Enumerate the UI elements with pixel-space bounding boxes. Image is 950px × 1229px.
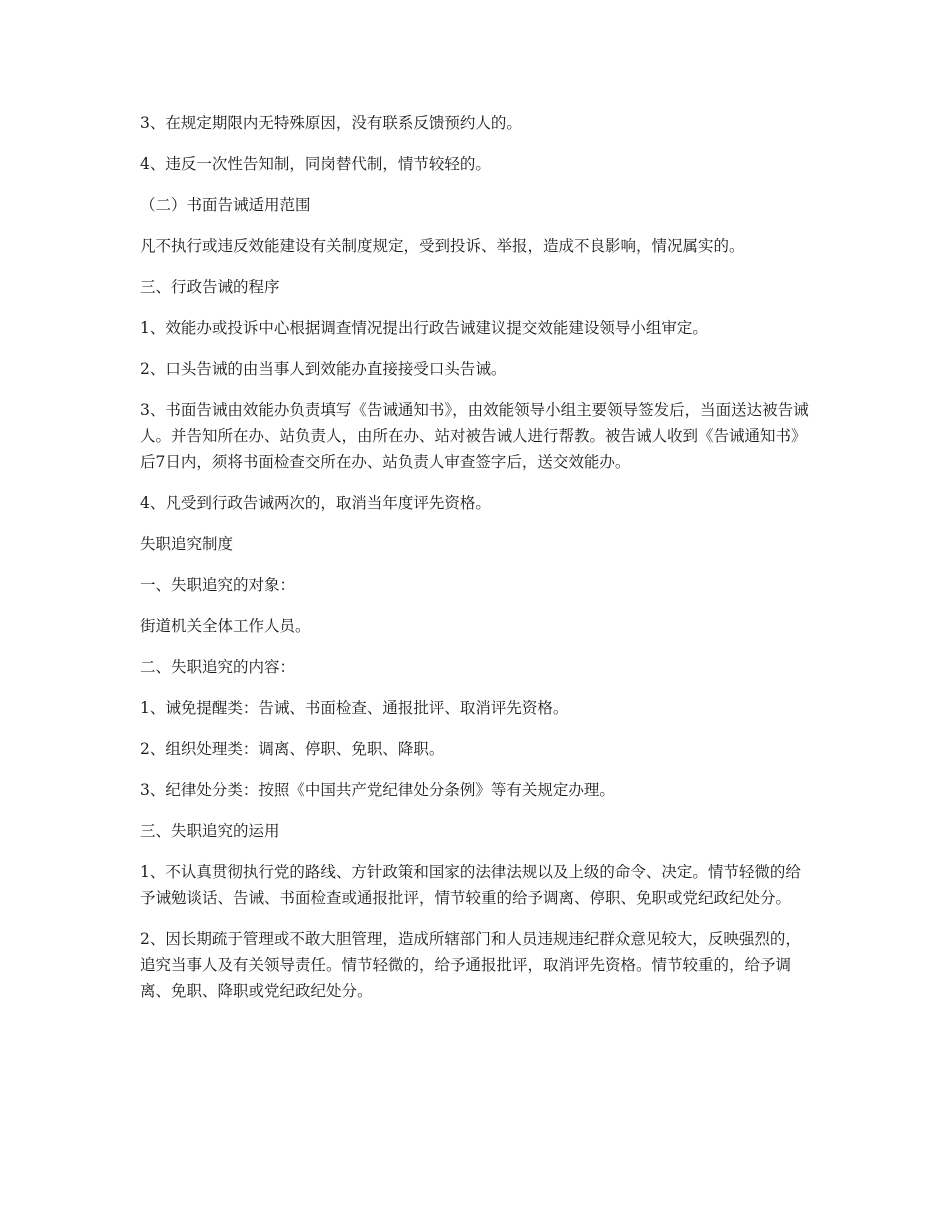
section-heading: 三、行政告诫的程序 [140,278,280,296]
section-heading: 二、失职追究的内容： [140,658,296,676]
paragraph: 4、违反一次性告知制，同岗替代制，情节较轻的。 [140,155,491,173]
paragraph: 4、凡受到行政告诫两次的，取消当年度评先资格。 [140,494,491,512]
section-heading: （二）书面告诫适用范围 [140,196,311,214]
paragraph: 3、在规定期限内无特殊原因，没有联系反馈预约人的。 [140,114,522,132]
paragraph: 2、组织处理类：调离、停职、免职、降职。 [140,740,445,758]
paragraph: 2、因长期疏于管理或不敢大胆管理，造成所辖部门和人员违规违纪群众意见较大，反映强烈的，追究当事人及有关领导责任。情节轻微的，给予通报批评，取消评先资格。情节较重的，给予调离、免职、降职或党纪政纪处分。 [140,930,801,1000]
document-title: 失职追究制度 [140,535,234,553]
section-heading: 三、失职追究的运用 [140,822,280,840]
paragraph: 3、纪律处分类：按照《中国共产党纪律处分条例》等有关规定办理。 [140,781,615,799]
paragraph: 1、诫免提醒类：告诫、书面检查、通报批评、取消评先资格。 [140,699,569,717]
paragraph: 街道机关全体工作人员。 [140,617,311,635]
paragraph: 1、效能办或投诉中心根据调查情况提出行政告诫建议提交效能建设领导小组审定。 [140,319,708,337]
paragraph: 凡不执行或违反效能建设有关制度规定，受到投诉、举报，造成不良影响，情况属实的。 [140,237,745,255]
paragraph: 1、不认真贯彻执行党的路线、方针政策和国家的法律法规以及上级的命令、决定。情节轻微的给予诫勉谈话、告诫、书面检查或通报批评，情节较重的给予调离、停职、免职或党纪政纪处分。 [140,863,801,907]
paragraph: 3、书面告诫由效能办负责填写《告诫通知书》，由效能领导小组主要领导签发后，当面送达被告诫人。并告知所在办、站负责人，由所在办、站对被告诫人进行帮教。被告诫人收到《告诫通知书》后7日内，须将书面检查交所在办、站负责人审查签字后，送交效能办。 [140,401,809,471]
paragraph: 2、口头告诫的由当事人到效能办直接接受口头告诫。 [140,360,507,378]
document-body [140,110,810,1019]
section-heading: 一、失职追究的对象： [140,576,296,594]
